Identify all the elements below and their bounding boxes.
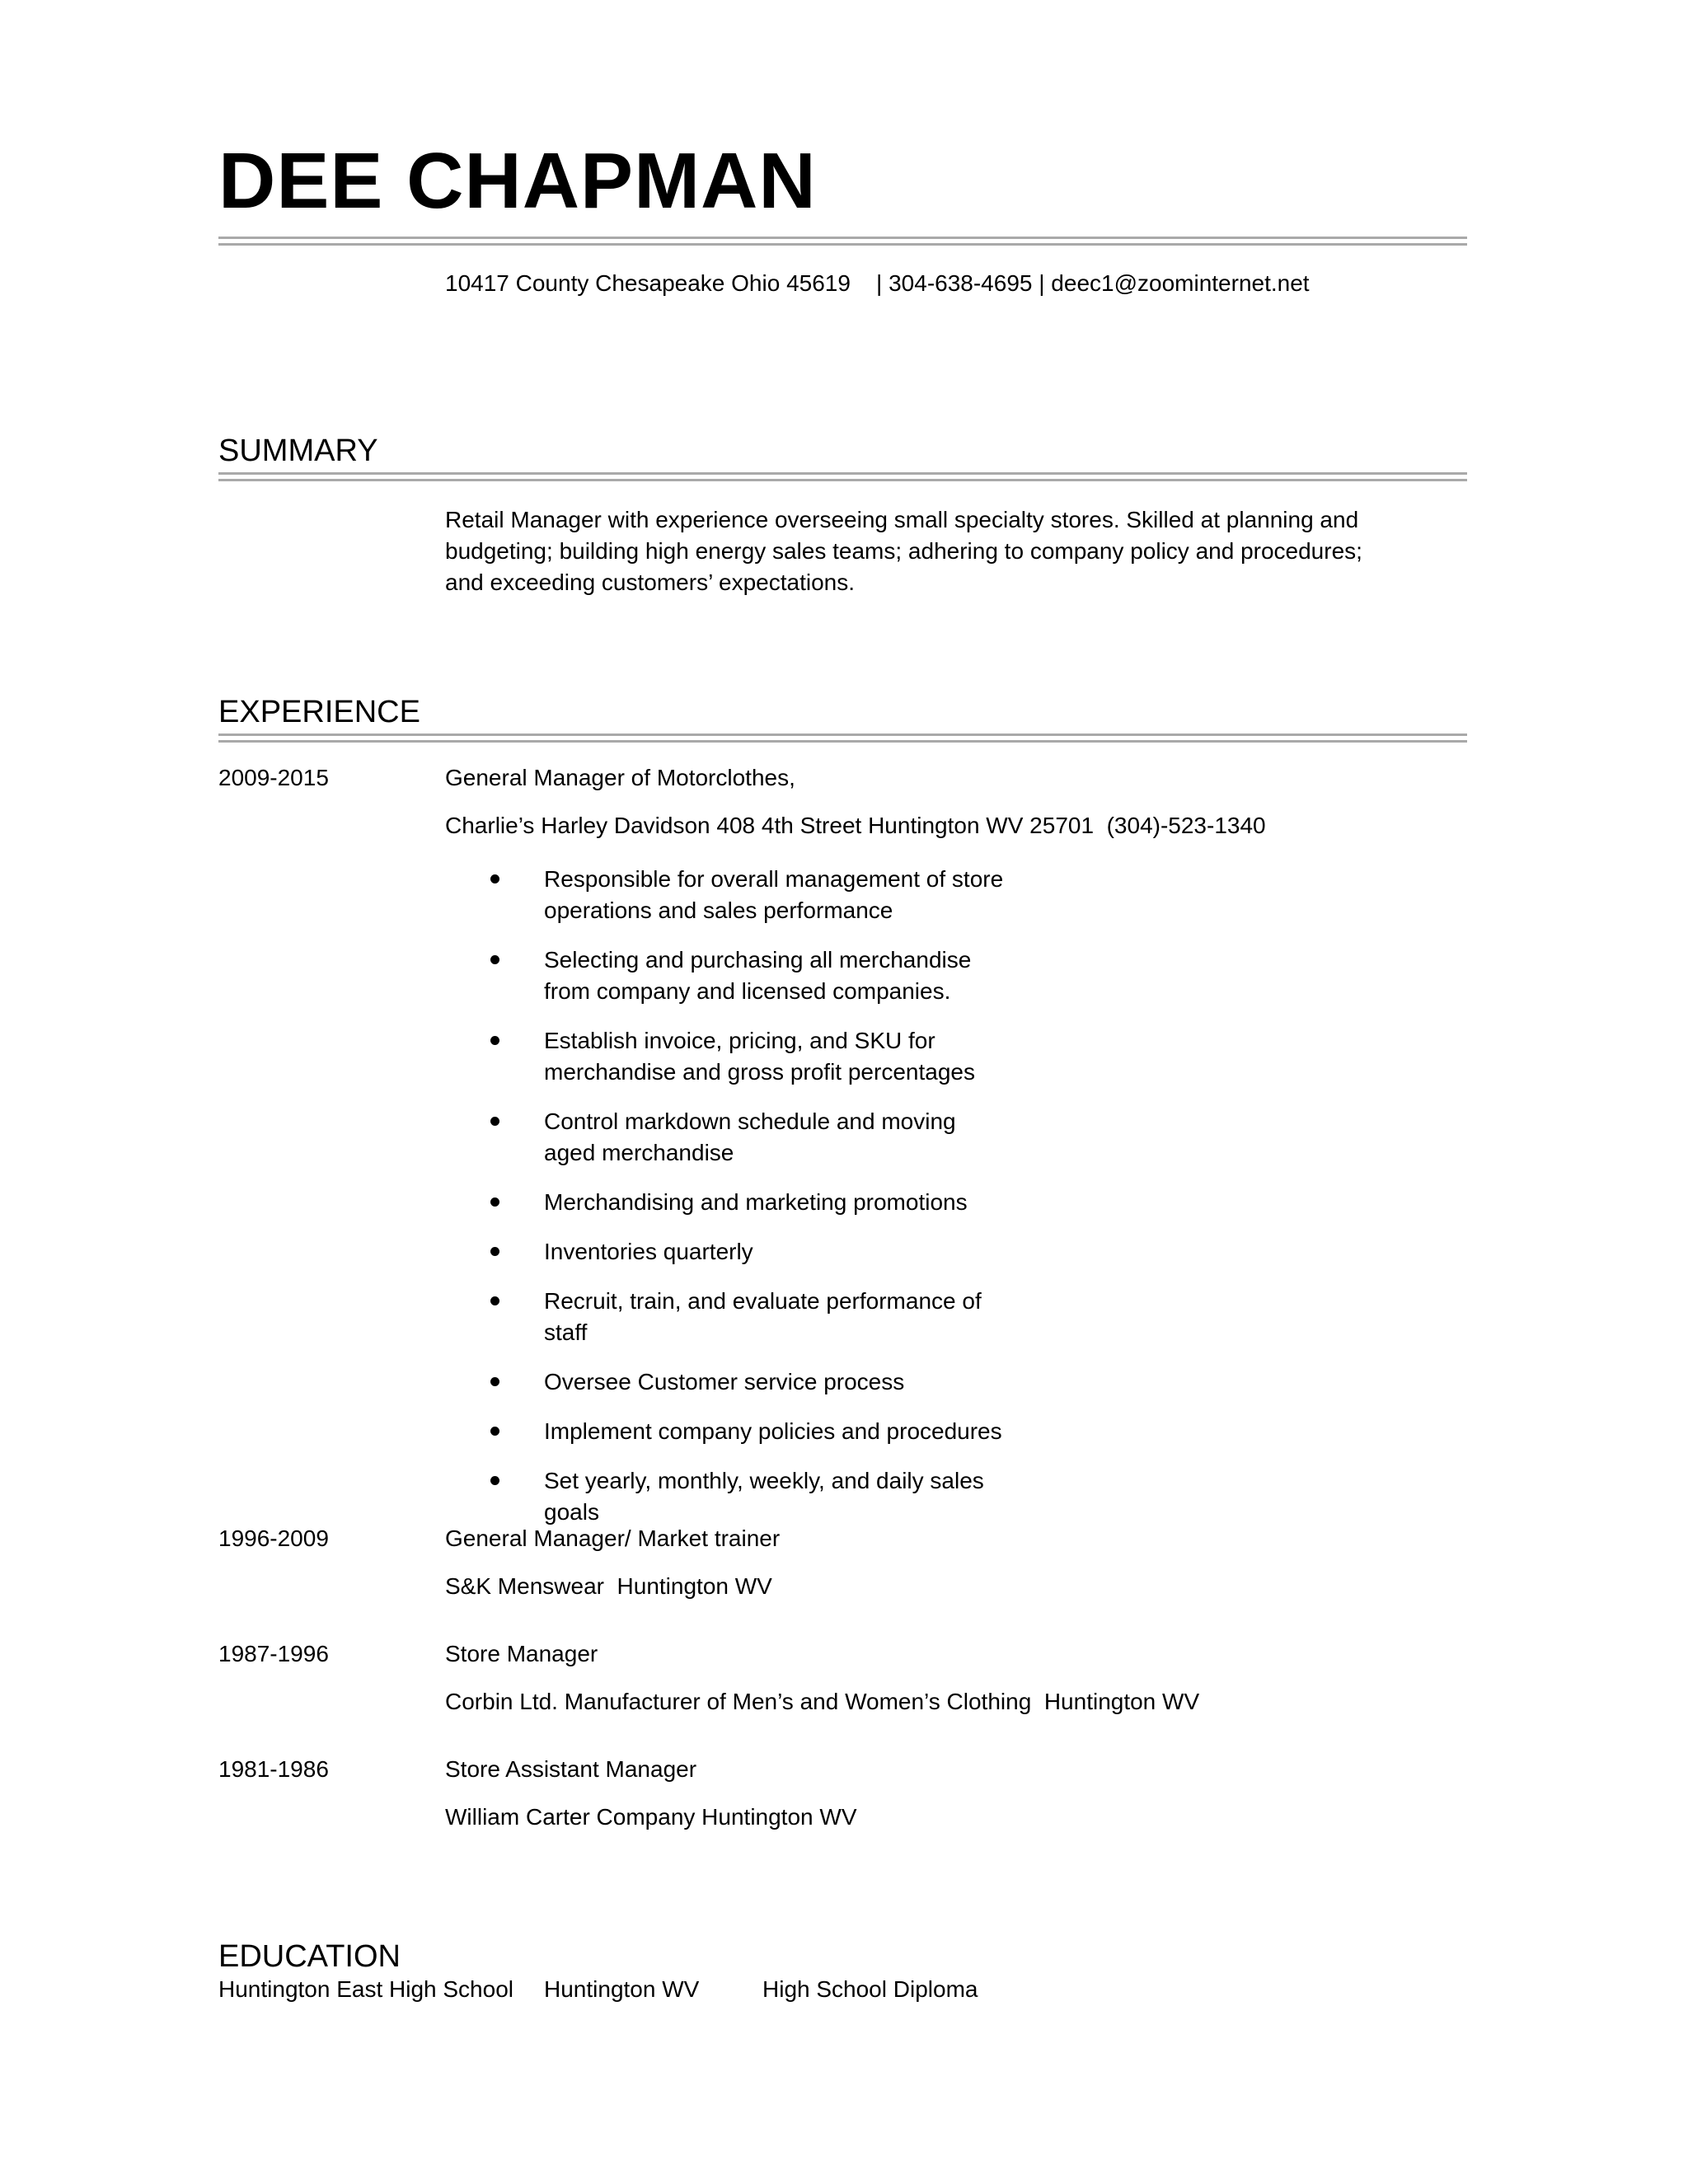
job-dates: 1981-1986: [218, 1756, 329, 1782]
bullet-icon: [490, 1377, 499, 1386]
list-item: [218, 1025, 1006, 1088]
list-item-text: Oversee Customer service process: [544, 1369, 905, 1394]
list-item: [218, 944, 1006, 1007]
list-item-text: Selecting and purchasing all merchandise from company and licensed companies.: [544, 947, 972, 1004]
bullet-icon: [490, 874, 499, 883]
list-item-text: Responsible for overall management of store operations and sales performance: [544, 866, 1004, 923]
bullet-icon: [490, 1036, 499, 1045]
list-item: [218, 1187, 1006, 1218]
list-item: [218, 1465, 1006, 1528]
education-school: Huntington East High School: [218, 1976, 513, 2002]
list-item: [218, 1286, 1006, 1348]
list-item-text: Implement company policies and procedures: [544, 1418, 1002, 1444]
education-entry: [218, 1974, 978, 2005]
job-title: General Manager/ Market trainer: [445, 1526, 781, 1551]
list-item: [218, 1236, 1006, 1268]
list-item: [218, 1366, 1006, 1398]
bullet-icon: [490, 1296, 499, 1305]
job-title: Store Manager: [445, 1641, 598, 1666]
education-degree: High School Diploma: [762, 1976, 978, 2002]
summary-divider: [218, 472, 1467, 481]
job-dates: 1987-1996: [218, 1641, 329, 1666]
bullet-icon: [490, 1476, 499, 1485]
job-dates: 1996-2009: [218, 1526, 329, 1551]
education-heading: EDUCATION: [218, 1939, 401, 1974]
bullet-icon: [490, 955, 499, 964]
bullet-icon: [490, 1427, 499, 1436]
job-company: Corbin Ltd. Manufacturer of Men’s and Women’s Clothing Huntington WV: [445, 1689, 1200, 1714]
education-city: Huntington WV: [544, 1976, 700, 2002]
list-item-text: Control markdown schedule and moving aged merchandise: [544, 1108, 956, 1165]
bullet-icon: [490, 1117, 499, 1126]
experience-heading: EXPERIENCE: [218, 695, 420, 729]
list-item-text: Merchandising and marketing promotions: [544, 1189, 968, 1215]
list-item-text: Establish invoice, pricing, and SKU for merchandise and gross profit percentages: [544, 1028, 975, 1085]
job-company: Charlie’s Harley Davidson 408 4th Street Huntington WV 25701 (304)-523-1340: [445, 813, 1266, 838]
list-item-text: Inventories quarterly: [544, 1239, 753, 1264]
list-item: [218, 864, 1006, 926]
experience-divider: [218, 733, 1467, 743]
header-divider: [218, 237, 1467, 246]
job-dates: 2009-2015: [218, 765, 329, 790]
list-item: [218, 1106, 1006, 1169]
list-item-text: Set yearly, monthly, weekly, and daily sales goals: [544, 1468, 984, 1525]
contact-info: 10417 County Chesapeake Ohio 45619 | 304-638-4695 | deec1@zoominternet.net: [445, 270, 1310, 296]
summary-text: Retail Manager with experience overseeing small specialty stores. Skilled at planning and budgeting; building high energy sales teams; adhering to company policy and procedures; and exceeding customers’ expectations.: [445, 507, 1362, 595]
job-title: General Manager of Motorclothes,: [445, 765, 795, 790]
job-company: S&K Menswear Huntington WV: [445, 1573, 772, 1599]
bullet-icon: [490, 1197, 499, 1207]
summary-heading: SUMMARY: [218, 434, 378, 468]
job-title: Store Assistant Manager: [445, 1756, 697, 1782]
job-responsibilities-list: [218, 864, 1372, 1546]
resume-name: DEE CHAPMAN: [218, 137, 817, 225]
list-item-text: Recruit, train, and evaluate performance of staff: [544, 1288, 982, 1345]
bullet-icon: [490, 1247, 499, 1256]
list-item: [218, 1416, 1006, 1447]
job-company: William Carter Company Huntington WV: [445, 1804, 857, 1830]
